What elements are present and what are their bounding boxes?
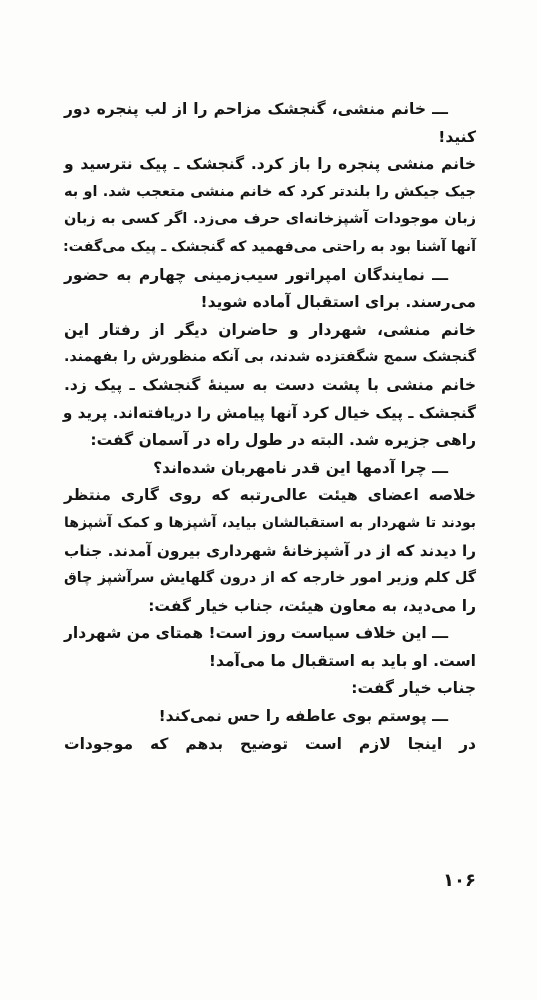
- text-line: ـــ این خلاف سیاست روز است! همتای من شهردار: [64, 624, 448, 643]
- text-line: گنجشک ـ پیک خیال کرد آنها پیامش را دریافته‌اند. پرید و: [62, 403, 476, 422]
- text-line: زبان موجودات آشپزخانه‌ای حرف می‌زد. اگر کسی به زبان: [64, 211, 476, 228]
- text-line: می‌رسند. برای استقبال آماده شوید!: [200, 293, 476, 312]
- text-line: گنجشک سمج شگفتزده شدند، بی آنکه منظورش را بفهمند.: [64, 349, 476, 366]
- text-line: است. او باید به استقبال ما می‌آمد!: [208, 651, 476, 670]
- text-line: را دیدند که از در آشپزخانهٔ شهرداری بیرون آمدند. جناب: [64, 541, 476, 560]
- text-line: خانم منشی پنجره را باز کرد. گنجشک ـ پیک نترسید و: [64, 155, 476, 174]
- text-line: گل کلم وزیر امور خارجه که از درون گلهایش سرآشپز چاق: [64, 570, 476, 587]
- text-line: را می‌دید، به معاون هیئت، جناب خیار گفت:: [148, 596, 476, 615]
- text-line: خانم منشی، شهردار و حاضران دیگر از رفتار این: [64, 320, 476, 339]
- text-line: جناب خیار گفت:: [351, 679, 476, 698]
- text-line: کنید!: [438, 127, 476, 146]
- text-line: ـــ چرا آدمها این قدر نامهربان شده‌اند؟: [153, 458, 448, 477]
- text-line: خانم منشی با پشت دست به سینهٔ گنجشک ـ پیک زد.: [64, 375, 476, 394]
- text-line: خلاصه اعضای هیئت عالی‌رتبه که روی گاری منتظر: [64, 486, 476, 505]
- text-line: آنها آشنا بود به راحتی می‌فهمید که گنجشک ـ پیک می‌گفت:: [62, 238, 476, 255]
- text-line: ـــ پوستم بوی عاطفه را حس نمی‌کند!: [158, 707, 448, 726]
- text-line: ـــ نمایندگان امپراتور سیب‌زمینی چهارم به حضور: [64, 265, 448, 284]
- text-line: راهی جزیره شد. البته در طول راه در آسمان گفت:: [90, 431, 476, 450]
- text-line: بودند تا شهردار به استقبالشان بیاید، آشپزها و کمک آشپزها: [64, 514, 476, 531]
- text-line: ـــ خانم منشی، گنجشک مزاحم را از لب پنجره دور: [64, 100, 448, 118]
- text-line: در اینجا لازم است توضیح بدهم که موجودات: [64, 734, 476, 753]
- body-text: [64, 96, 476, 758]
- page-number: ۱۰۶: [443, 870, 476, 891]
- text-line: جیک جیکش را بلندتر کرد که خانم منشی متعجب شد. او به: [64, 183, 476, 200]
